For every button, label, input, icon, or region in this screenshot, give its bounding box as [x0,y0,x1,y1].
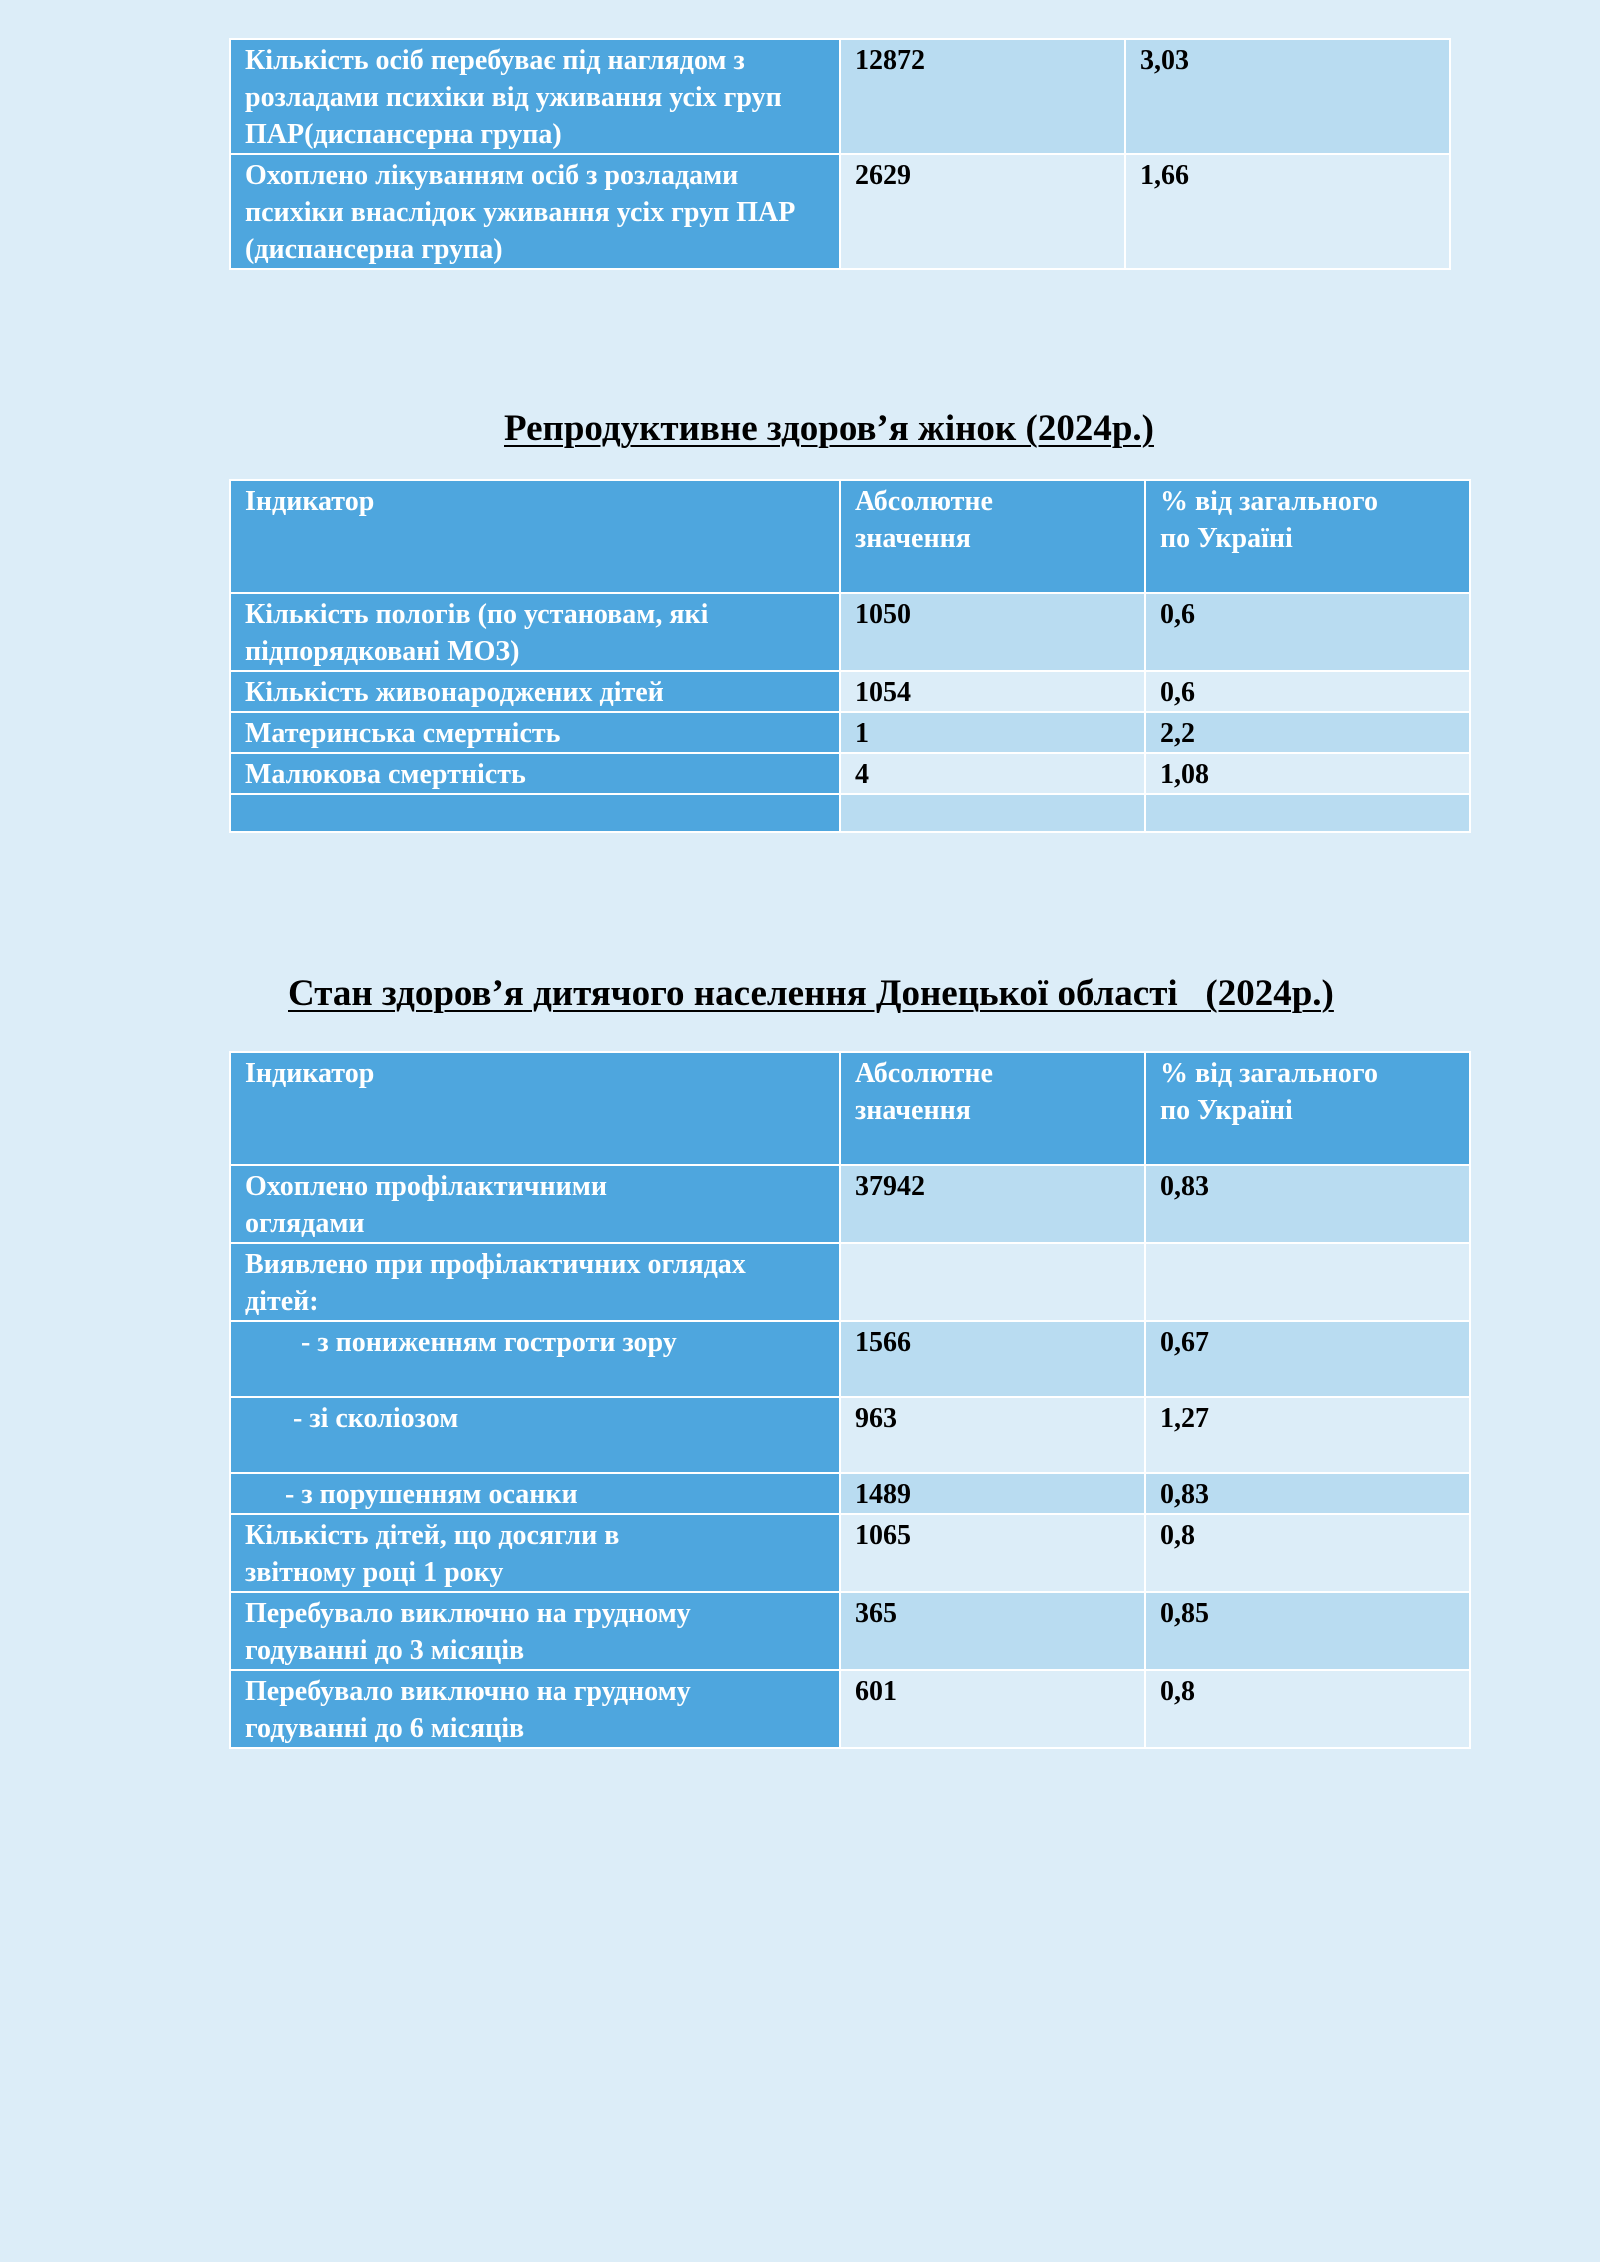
indicator-cell: - з порушенням осанки [230,1473,840,1514]
indicator-cell [230,794,840,832]
indicator-cell: Кількість дітей, що досягли в звітному році 1 року [230,1514,840,1592]
percent-value-cell: 1,27 [1145,1397,1470,1473]
reproductive-health-title: Репродуктивне здоров’я жінок (2024р.) [504,408,1154,449]
table-row [230,39,1450,154]
absolute-value-cell: 1054 [840,671,1145,712]
table-row [230,671,1470,712]
absolute-value-cell [840,1243,1145,1321]
table-row [230,154,1450,269]
percent-value-cell: 1,08 [1145,753,1470,794]
table-row [230,1514,1470,1592]
percent-value-cell: 0,83 [1145,1165,1470,1243]
child-health-table [229,1051,1471,1749]
table-row [230,1592,1470,1670]
percent-value-cell: 0,85 [1145,1592,1470,1670]
indicator-cell: Охоплено лікуванням осіб з розладами психіки внаслідок уживання усіх груп ПАР (диспансерна група) [230,154,840,269]
absolute-value-cell: 1489 [840,1473,1145,1514]
table-row [230,593,1470,671]
absolute-value-cell [840,794,1145,832]
child-health-title: Стан здоров’я дитячого населення Донецької області (2024р.) [288,973,1334,1014]
absolute-value-cell: 2629 [840,154,1125,269]
header-percent: % від загального по Україні [1145,1052,1470,1165]
percent-value-cell: 3,03 [1125,39,1450,154]
table-row [230,1321,1470,1397]
percent-value-cell: 0,8 [1145,1514,1470,1592]
header-indicator: Індикатор [230,480,840,593]
percent-value-cell: 0,83 [1145,1473,1470,1514]
indicator-cell: Виявлено при профілактичних оглядах дітей: [230,1243,840,1321]
header-percent: % від загального по Україні [1145,480,1470,593]
table-row [230,1397,1470,1473]
table-header-row [230,480,1470,593]
header-absolute: Абсолютне значення [840,1052,1145,1165]
indicator-cell: Материнська смертність [230,712,840,753]
table-row [230,712,1470,753]
absolute-value-cell: 1566 [840,1321,1145,1397]
indicator-cell: Малюкова смертність [230,753,840,794]
table-row [230,794,1470,832]
table-row [230,1165,1470,1243]
substance-disorders-table [229,38,1451,270]
indicator-cell: Охоплено профілактичними оглядами [230,1165,840,1243]
absolute-value-cell: 37942 [840,1165,1145,1243]
header-absolute: Абсолютне значення [840,480,1145,593]
indicator-cell: - зі сколіозом [230,1397,840,1473]
absolute-value-cell: 601 [840,1670,1145,1748]
table-header-row [230,1052,1470,1165]
absolute-value-cell: 1050 [840,593,1145,671]
percent-value-cell: 2,2 [1145,712,1470,753]
percent-value-cell: 0,8 [1145,1670,1470,1748]
reproductive-health-table [229,479,1471,833]
indicator-cell: Кількість осіб перебуває під наглядом з розладами психіки від уживання усіх груп ПАР(диспансерна група) [230,39,840,154]
absolute-value-cell: 4 [840,753,1145,794]
percent-value-cell: 0,6 [1145,671,1470,712]
absolute-value-cell: 365 [840,1592,1145,1670]
table-row [230,1473,1470,1514]
indicator-cell: Перебувало виключно на грудному годуванні до 3 місяців [230,1592,840,1670]
header-indicator: Індикатор [230,1052,840,1165]
indicator-cell: Кількість живонароджених дітей [230,671,840,712]
absolute-value-cell: 12872 [840,39,1125,154]
percent-value-cell: 0,6 [1145,593,1470,671]
absolute-value-cell: 1 [840,712,1145,753]
table-row [230,1670,1470,1748]
indicator-cell: Перебувало виключно на грудному годуванні до 6 місяців [230,1670,840,1748]
absolute-value-cell: 963 [840,1397,1145,1473]
percent-value-cell: 1,66 [1125,154,1450,269]
percent-value-cell: 0,67 [1145,1321,1470,1397]
indicator-cell: Кількість пологів (по установам, які підпорядковані МОЗ) [230,593,840,671]
table-row [230,753,1470,794]
percent-value-cell [1145,1243,1470,1321]
indicator-cell: - з пониженням гостроти зору [230,1321,840,1397]
percent-value-cell [1145,794,1470,832]
table-row [230,1243,1470,1321]
absolute-value-cell: 1065 [840,1514,1145,1592]
